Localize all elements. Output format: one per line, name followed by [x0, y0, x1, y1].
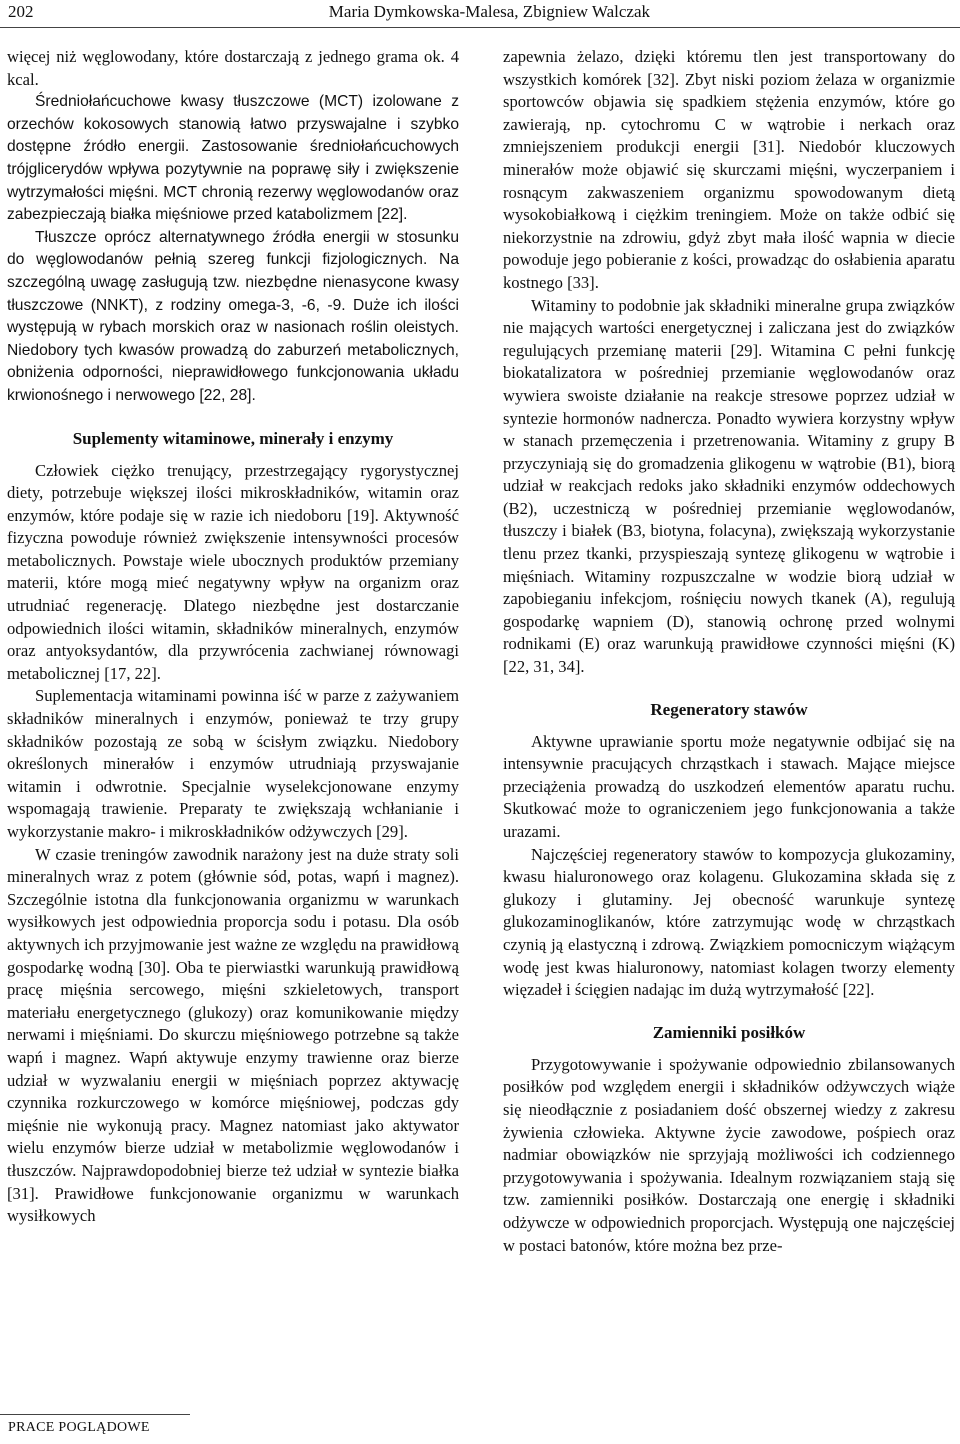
section-heading: Zamienniki posiłków	[652, 1022, 806, 1042]
section-label: PRACE POGLĄDOWE	[8, 1420, 150, 1435]
left-column	[7, 46, 459, 1228]
section-heading: Suplementy witaminowe, minerały i enzymy	[72, 428, 394, 448]
footer-rule	[0, 1414, 190, 1415]
page-header	[0, 0, 960, 28]
paragraph: Witaminy to podobnie jak składniki mineralne grupa związków nie mających wartości energetycznej i zaliczana jest do związków regulujących przemianę materii [29]. Witamina C pełni funkcję biokatalizatora w pośredniej przemianie węglowodanów oraz wywiera swoiste działanie na reakcje stresowe poprzez udział w syntezie hormonów nadnercza. Ponadto wywiera korzystny wpływ w stanach przemęczenia i przetrenowania. Witaminy z grupy B przyczyniają się do gromadzenia glikogenu w wątrobie (B1), biorą udział w reakcjach redoks jako składniki enzymów oddechowych (B2), uczestniczą w pośredniej przemianie węglowodanów, tłuszczy i białek (B3, biotyna, folacyna), zwiększają wykorzystanie tlenu przez tkanki, przyspieszają syntezę glikogenu w wątrobie i mięśniach. Witaminy rozpuszczalne w wodzie biorą udział w zapobieganiu infekcjom, rośnięciu nowych tkanek (A), regulują gospodarkę wapniem (D), stanowią ochronę przed wolnymi rodnikami (E) oraz warunkują prawidłowe czynności mięśni (K) [22, 31, 34].	[503, 295, 955, 677]
page-number: 202	[8, 2, 34, 21]
paragraph: Średniołańcuchowe kwasy tłuszczowe (MCT) izolowane z orzechów kokosowych stanowią łatwo przyswajalne i szybko dostępne źródło energii. Zastosowanie średniołańcuchowych trójglicerydów wpływa pozytywnie na poprawę siły i zwiększenie wytrzymałości mięśni. MCT chronią rezerwy węglowodanów oraz zabezpieczają białka mięśniowe przed katabolizmem [22].	[7, 93, 459, 224]
paragraph: W czasie treningów zawodnik narażony jest na duże straty soli mineralnych wraz z potem (głównie sód, potas, wapń i magnez). Szczególnie istotna dla funkcjonowania organizmu w warunkach wysiłkowych jest odpowiednia proporcja sodu i potasu. Dla osób aktywnych ich przyjmowanie jest ważne ze względu na prawidłową gospodarkę wodną [30]. Oba te pierwiastki warunkują prawidłową pracę mięśnia sercowego, mięśni szkieletowych, transport materiału energetycznego (glukozy) oraz komunikowanie między nerwami i mięśniami. Do skurczu mięśniowego potrzebne są także wapń i magnez. Wapń aktywuje enzymy trawienne oraz bierze udział w wyzwalaniu energii w mięśniach poprzez aktywację czynnika rozkurczowego w komórce mięśniowej, podczas gdy mięśnie nie wykonują pracy. Magnez natomiast jako aktywator wielu enzymów bierze udział w metabolizmie węglowodanów i tłuszczów. Najprawdopodobniej bierze też udział w syntezie białka [31]. Prawidłowe funkcjonowanie organizmu w warunkach wysiłkowych	[7, 844, 459, 1226]
running-head-authors: Maria Dymkowska-Malesa, Zbigniew Walczak	[328, 2, 650, 21]
section-heading: Regeneratory stawów	[650, 699, 808, 719]
paragraph: Człowiek ciężko trenujący, przestrzegający rygorystycznej diety, potrzebuje większej ilości mikroskładników, witamin oraz enzymów, które podaje się w razie ich niedoboru [19]. Aktywność fizyczna powoduje również zwiększenie intensywności procesów metabolicznych. Powstaje wiele ubocznych produktów przemiany materii, które mogą mieć negatywny wpływ na organizm oraz utrudniać regenerację. Dlatego niezbędne jest dostarczanie odpowiednich ilości witamin, składników mineralnych, enzymów oraz antyoksydantów, dla przywrócenia zachwianej równowagi metabolicznej [17, 22].	[7, 460, 459, 683]
paragraph: więcej niż węglowodany, które dostarczają z jednego grama ok. 4 kcal.	[7, 47, 459, 89]
paragraph: Przygotowywanie i spożywanie odpowiednio zbilansowanych posiłków pod względem energii i składników odżywczych wiąże się nieodłącznie z posiadaniem dość obszernej wiedzy z zakresu żywienia człowieka. Aktywne życie zawodowe, pośpiech oraz nadmiar obowiązków nie sprzyjają możliwości ich codziennego przygotowywania i spożywania. Idealnym rozwiązaniem stają się tzw. zamienniki posiłków. Dostarczają one energię i składniki odżywcze w odpowiednich proporcjach. Występują one najczęściej w postaci batonów, które można bez prze-	[503, 1054, 955, 1255]
header-rule	[0, 27, 960, 28]
paragraph: Aktywne uprawianie sportu może negatywnie odbijać się na intensywnie pracujących chrząstkach i stawach. Mające miejsce przeciążenia prowadzą do uszkodzeń elementów aparatu ruchu. Skutkować może to ograniczeniem jego funkcjonowania a także urazami.	[503, 731, 955, 841]
paragraph: Tłuszcze oprócz alternatywnego źródła energii w stosunku do węglowodanów pełnią szereg funkcji fizjologicznych. Na szczególną uwagę zasługują tzw. niezbędne nienasycone kwasy tłuszczowe (NNKT), z rodziny omega-3, -6, -9. Duże ich ilości występują w rybach morskich oraz w nasionach roślin oleistych. Niedobory tych kwasów prowadzą do zaburzeń metabolicznych, obniżenia odporności, nieprawidłowego funkcjonowania układu krwionośnego i nerwowego [22, 28].	[7, 228, 459, 404]
paragraph: zapewnia żelazo, dzięki któremu tlen jest transportowany do wszystkich komórek [32]. Zbyt niski poziom żelaza w organizmie sportowców objawia się spadkiem stężenia enzymów, które go zawierają, np. cytochromu C w wątrobie i nerkach oraz zmniejszeniem produkcji energii [31]. Niedobór kluczowych minerałów może objawić się skurczami mięśni, wyczerpaniem i rosnącym zakwaszeniem organizmu spowodowanym dietą wysokobiałkową i ciężkim treningiem. Może on także odbić się niekorzystnie na zdrowiu, gdyż zbyt mała ilość wapnia w diecie powoduje jego pobieranie z kości, prowadząc do osłabienia aparatu kostnego [33].	[503, 47, 955, 292]
paragraph: Suplementacja witaminami powinna iść w parze z zażywaniem składników mineralnych i enzymów, ponieważ te trzy grupy składników pozostają ze sobą w ścisłym związku. Niedobory określonych minerałów i enzymów utrudniają przyswajanie witamin i odwrotnie. Specjalnie wyselekcjonowane enzymy wspomagają trawienie. Preparaty te zwiększają wchłanianie i wykorzystanie makro- i mikroskładników odżywczych [29].	[7, 686, 459, 841]
paragraph: Najczęściej regeneratory stawów to kompozycja glukozaminy, kwasu hialuronowego oraz kolagenu. Glukozamina składa się z glukozy i glutaminy. Jej obecność warunkuje syntezę glukozaminoglikanów, które zatrzymując wodę w chrząstkach czynią ją elastyczną i zdrową. Związkiem pomocniczym wiążącym wodę jest kwas hialuronowy, natomiast kolagen tworzy elementy więzadeł i ścięgien nadając im dużą wytrzymałość [22].	[503, 844, 955, 1000]
right-column	[503, 46, 955, 1257]
